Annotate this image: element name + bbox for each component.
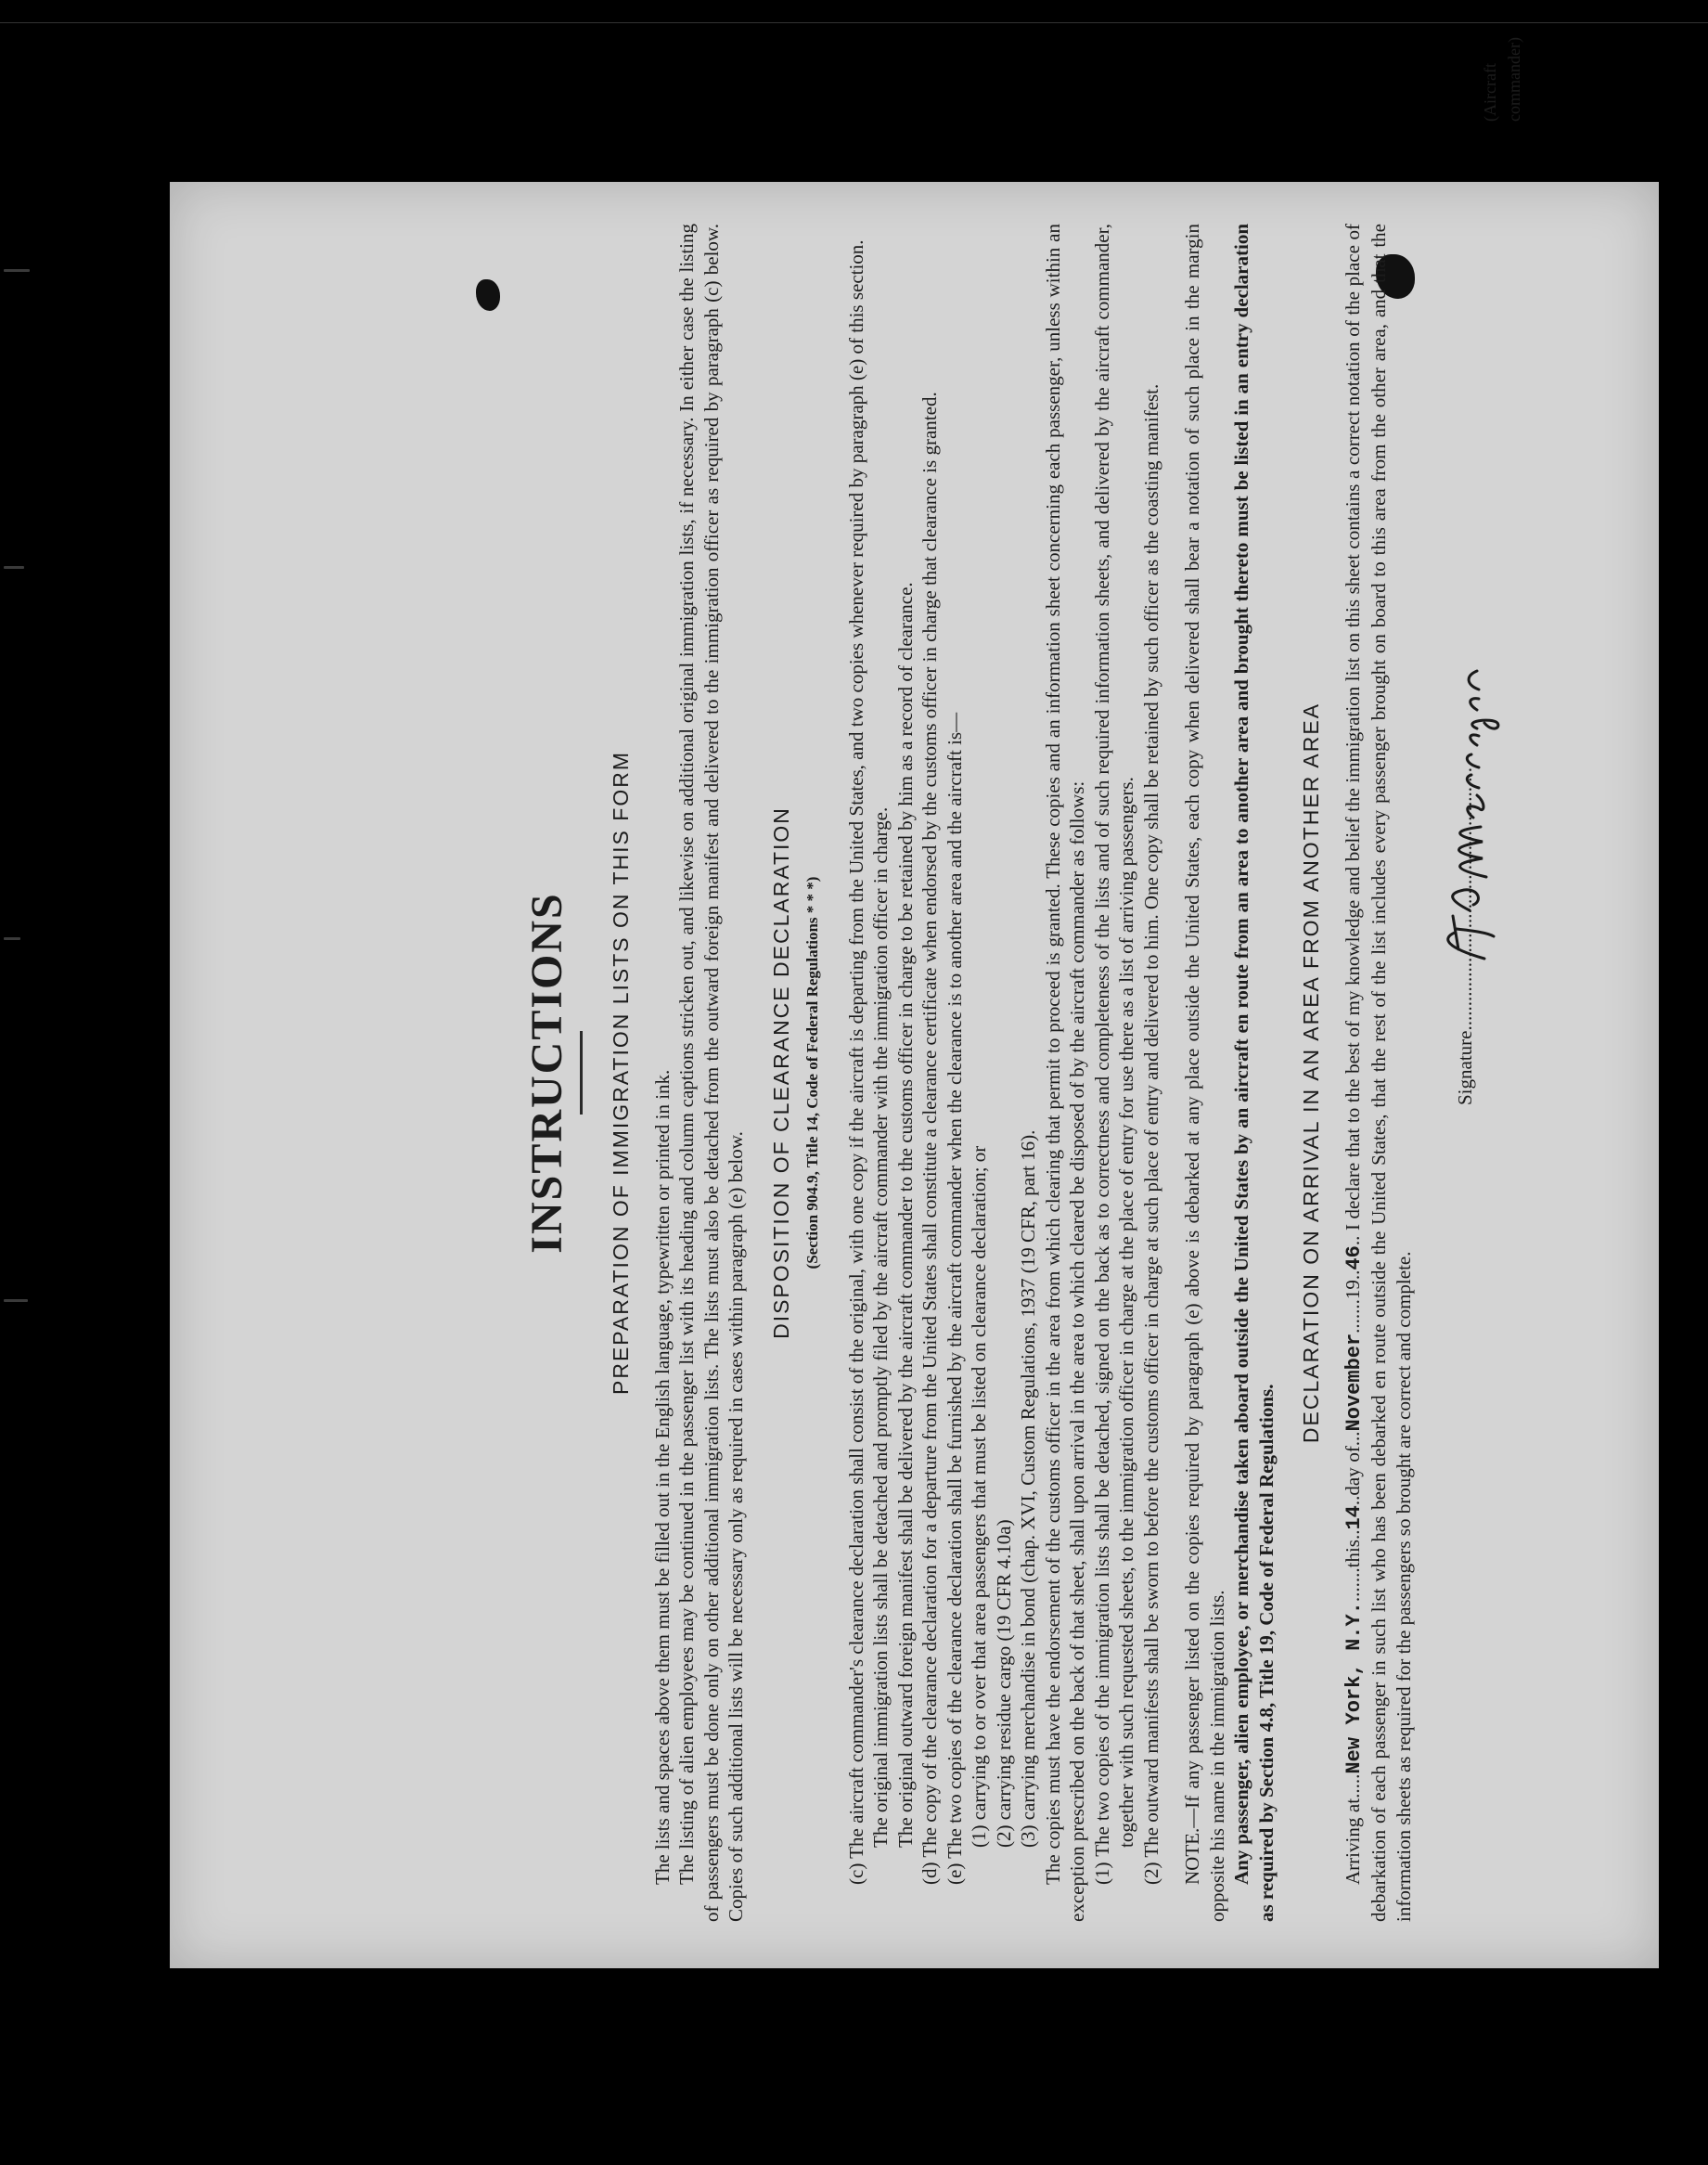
list-item: (3) carrying merchandise in bond (chap. XVI, Custom Regulations, 1937 (19 CFR, part 16). (1017, 1129, 1039, 1848)
this-label: this (1341, 1540, 1364, 1568)
list-item: (1) carrying to or over that area passengers that must be listed on clearance declaration; or (968, 1145, 990, 1848)
arrival-place-value: New York, N.Y. (1342, 1602, 1366, 1774)
page-title: INSTRUCTIONS (522, 892, 571, 1254)
section-subheading: (Section 904.9, Title 14, Code of Federal Regulations * * *) (803, 876, 821, 1269)
day-of-label: day of (1341, 1446, 1364, 1496)
paragraph: The original immigration lists shall be detached and promptly filed by the aircraft commander with the immigration officer in charge. (869, 806, 892, 1848)
handwritten-signature (1436, 660, 1501, 966)
paragraph-e: (e) The two copies of the clearance declaration shall be furnished by the aircraft commander when the clearance is to another area and the aircraft is— (943, 712, 966, 1885)
day-value: 14 (1342, 1505, 1366, 1530)
ink-blot (476, 279, 500, 311)
scan-noise-mark (4, 269, 30, 272)
signature-dots: ...................................................... (1454, 767, 1476, 1031)
note-paragraph: NOTE.—If any passenger listed on the copies required by paragraph (e) above is debarked at any place outside the United States, each copy when delivered shall bear a notation of such place in the margin opposite his name in the immigration lists. (1181, 224, 1228, 1922)
list-item: (1) The two copies of the immigration lists shall be detached, signed on the back as to correctness and completeness of the lists and of such required information sheets, and delivered by the aircraft commander, together with such requested sheets, to the immigration officer in charge at the place of entry for use there as a list of arriving passengers. (1090, 224, 1137, 1885)
scan-noise-mark (4, 566, 24, 569)
rotated-content (520, 37, 1708, 1922)
paragraph: The original outward foreign manifest shall be delivered by the aircraft commander to the customs officer in charge to be retained by him as a record of clearance. (893, 582, 917, 1848)
section-heading-declaration: DECLARATION ON ARRIVAL IN AN AREA FROM ANOTHER AREA (1299, 702, 1323, 1444)
arriving-label: Arriving at (1341, 1798, 1364, 1885)
scan-noise-mark (4, 937, 20, 940)
scan-edge-line (0, 22, 1708, 23)
month-value: November (1342, 1333, 1366, 1432)
declaration-paragraph: Arriving at.....New York, N.Y........this..14..day of...November.......19..46.. I declare that to the best of my knowledge and belief the immigration list on this sheet contains a correct notation of the place of debarkation of each passenger in such list who has been debarked en route outside the United States, that the rest of the list includes every passenger brought on board to this area from the other area, and that the information sheets as required for the passengers so brought are correct and complete. (1341, 224, 1415, 1922)
list-item: (2) The outward manifests shall be sworn to before the customs officer in charge at such place of entry and delivered to him. One copy shall be retained by such officer as the coasting manifest. (1139, 383, 1162, 1885)
signature-label: Signature (1454, 1030, 1476, 1105)
section-heading-disposition: DISPOSITION OF CLEARANCE DECLARATION (768, 806, 793, 1339)
scan-noise-mark (4, 1299, 28, 1302)
paragraph: The listing of alien employees may be continued in the passenger list with its heading and column captions stricken out, and likewise on additional original immigration lists, if necessary. In either case the listing of passengers must be done only on other additional immigration lists. The lists must also be detached from the outward foreign manifest and delivered to the immigration officer as required by paragraph (c) below. Copies of such additional lists will be necessary only as required in cases within paragraph (e) below. (675, 224, 747, 1922)
paragraph: The lists and spaces above them must be filled out in the English language, typewritten or printed in ink. (650, 1069, 674, 1885)
signature-block: Signature...................................................... (Aircraft commander) (1453, 224, 1583, 1922)
year-prefix: 19 (1341, 1280, 1364, 1300)
title-rule (580, 1031, 583, 1115)
spacer (1163, 224, 1180, 1922)
year-value: 46 (1342, 1245, 1366, 1270)
paragraph: The copies must have the endorsement of the customs officer in the area from which clearing that permit to proceed is granted. These copies and an information sheet concerning each passenger, unless within an exception prescribed on the back of that sheet, shall upon arrival in the area to which cleared be disposed of by the aircraft commander as follows: (1041, 224, 1088, 1922)
document-page (170, 37, 1659, 1968)
paragraph-d: (d) The copy of the clearance declaration for a departure from the United States shall constitute a clearance certificate when endorsed by the customs officer in charge that clearance is granted. (918, 392, 941, 1885)
note-paragraph: Any passenger, alien employee, or merchandise taken aboard outside the United States by an aircraft en route from an area to another area and brought thereto must be listed in an entry declaration as required by Section 4.8, Title 19, Code of Federal Regulations. (1230, 224, 1278, 1922)
section-heading-preparation: PREPARATION OF IMMIGRATION LISTS ON THIS FORM (609, 751, 633, 1395)
list-item: (2) carrying residue cargo (19 CFR 4.10a) (992, 1519, 1015, 1848)
paragraph-c: (c) The aircraft commander's clearance declaration shall consist of the original, with one copy if the aircraft is departing from the United States, and two copies whenever required by paragraph (e) of this section. (844, 239, 867, 1885)
declaration-text: I declare that to the best of my knowledge and belief the immigration list on this sheet contains a correct notation of the place of debarkation of each passenger in such list who has been debarked en route outside the United States, that the rest of the list includes every passenger brought on board to this area from the other area, and that the information sheets as required for the passengers so brought are correct and complete. (1341, 224, 1415, 1922)
